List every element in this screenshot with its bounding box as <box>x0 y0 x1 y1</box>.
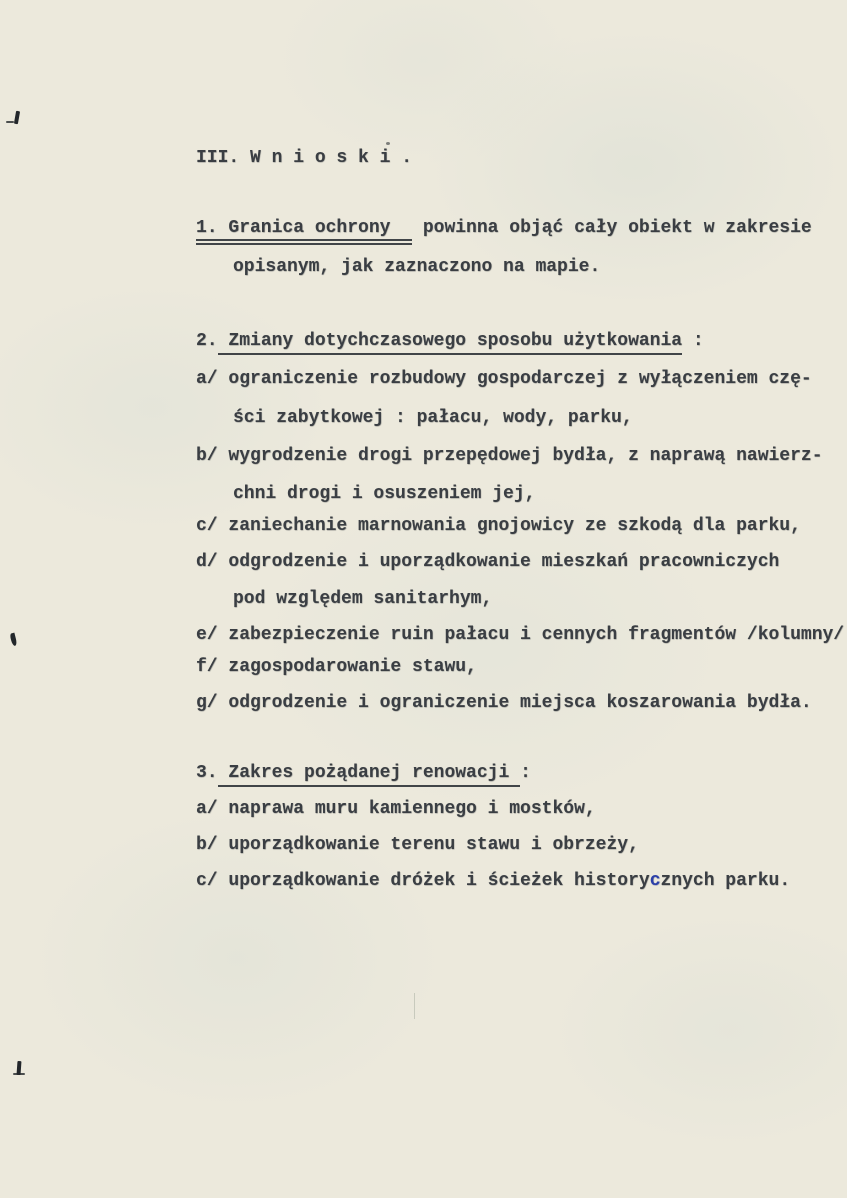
section3-item-c <box>196 869 790 893</box>
margin-ink-mark-top <box>14 111 20 124</box>
section2-heading <box>196 329 704 353</box>
margin-ink-dash-bottom <box>13 1073 25 1075</box>
section1-heading-line <box>196 216 812 240</box>
paper-crease <box>414 993 415 1019</box>
document-title: III. W n i o s k i . <box>196 148 413 168</box>
section1-heading-rest: powinna objąć cały obiekt w zakresie <box>412 218 812 238</box>
section2-item-d-line2: pod względem sanitarhym, <box>233 589 493 609</box>
section2-item-a-line1: a/ ograniczenie rozbudowy gospodarczej z wyłączeniem czę- <box>196 369 812 389</box>
section3-heading-underlined: Zakres pożądanej renowacji <box>218 763 520 787</box>
section1-line2: opisanym, jak zaznaczono na mapie. <box>233 257 601 277</box>
section2-item-g: g/ odgrodzenie i ograniczenie miejsca koszarowania bydła. <box>196 693 812 713</box>
section2-item-a-line2: ści zabytkowej : pałacu, wody, parku, <box>233 408 633 428</box>
section3-item-c-post: znych parku. <box>660 871 791 891</box>
section2-item-c: c/ zaniechanie marnowania gnojowicy ze szkodą dla parku, <box>196 516 801 536</box>
section3-item-c-pen-correction: c <box>649 871 661 891</box>
section2-item-d-line1: d/ odgrodzenie i uporządkowanie mieszkań pracowniczych <box>196 552 780 572</box>
section3-heading <box>196 761 531 785</box>
section3-number: 3. <box>196 763 218 783</box>
section2-item-b-line2: chni drogi i osuszeniem jej, <box>233 484 536 504</box>
section2-item-f: f/ zagospodarowanie stawu, <box>196 657 477 677</box>
section2-item-e: e/ zabezpieczenie ruin pałacu i cennych fragmentów /kolumny/ <box>196 625 845 645</box>
margin-ink-mark-middle <box>10 633 18 647</box>
section3-item-c-pre: c/ uporządkowanie dróżek i ścieżek history <box>196 871 650 891</box>
section2-number: 2. <box>196 331 218 351</box>
section3-item-a: a/ naprawa muru kamiennego i mostków, <box>196 799 596 819</box>
section3-item-b: b/ uporządkowanie terenu stawu i obrzeży, <box>196 835 639 855</box>
section2-item-b-line1: b/ wygrodzenie drogi przepędowej bydła, z naprawą nawierz- <box>196 446 823 466</box>
margin-ink-dash-top <box>6 121 14 123</box>
section3-heading-suffix: : <box>520 763 531 783</box>
section1-heading-underlined: 1. Granica ochrony <box>196 218 412 245</box>
section2-heading-suffix: : <box>682 331 704 351</box>
paper-speck-above-title <box>386 142 390 145</box>
section2-heading-underlined: Zmiany dotychczasowego sposobu użytkowania <box>218 331 682 355</box>
